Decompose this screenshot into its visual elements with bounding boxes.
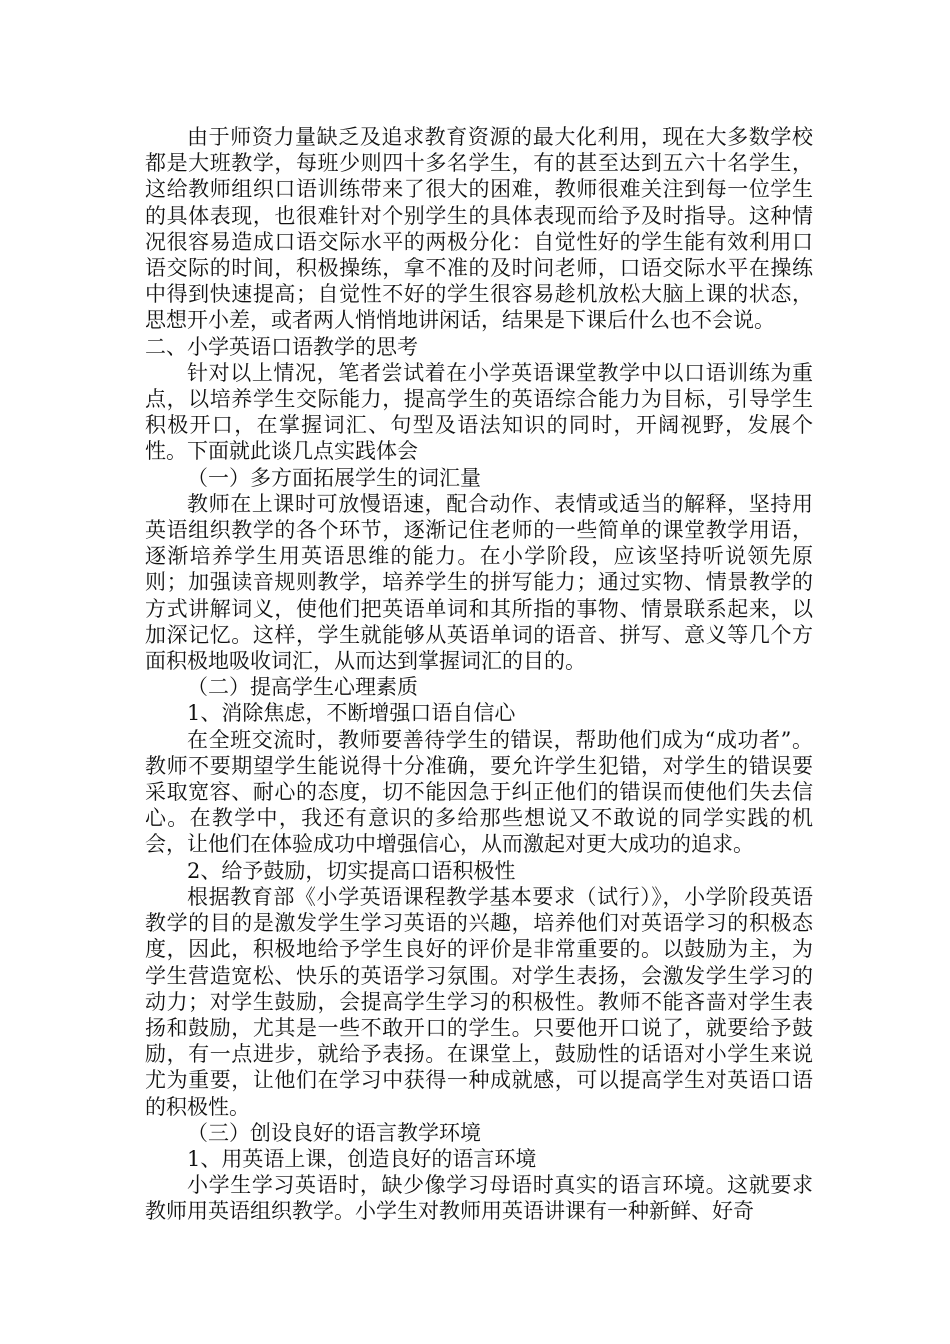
subsection-heading: （二）提高学生心理素质 [187, 675, 418, 700]
subsection-item-heading: 2、给予鼓励，切实提高口语积极性 [187, 858, 516, 883]
body-paragraph: 根据教育部《小学英语课程教学基本要求（试行）》，小学阶段英语教学的目的是激发学生学习英语的兴趣，培养他们对英语学习的积极态度，因此，积极地给予学生良好的评价是非常重要的。以鼓励为主，为学生营造宽松、快乐的英语学习氛围。对学生表扬，会激发学生学习的动力；对学生鼓励，会提高学生学习的积极性。教师不能吝啬对学生表扬和鼓励，尤其是一些不敢开口的学生。只要他开口说了，就要给予鼓励，有一点进步，就给予表扬。在课堂上，鼓励性的话语对小学生来说尤为重要，让他们在学习中获得一种成就感，可以提高学生对英语口语的积极性。 [145, 884, 813, 1119]
body-paragraph: 在全班交流时，教师要善待学生的错误，帮助他们成为“成功者”。教师不要期望学生能说得十分准确，要允许学生犯错，对学生的错误要采取宽容、耐心的态度，切不能因急于纠正他们的错误而使他们失去信心。在教学中，我还有意识的多给那些想说又不敢说的同学实践的机会，让他们在体验成功中增强信心，从而激起对更大成功的追求。 [145, 727, 813, 857]
document-page [145, 124, 813, 1225]
body-paragraph: 由于师资力量缺乏及追求教育资源的最大化利用，现在大多数学校都是大班教学，每班少则四十多名学生，有的甚至达到五六十名学生，这给教师组织口语训练带来了很大的困难，教师很难关注到每一位学生的具体表现，也很难针对个别学生的具体表现而给予及时指导。这种情况很容易造成口语交际水平的两极分化：自觉性好的学生能有效利用口语交际的时间，积极操练，拿不准的及时问老师，口语交际水平在操练中得到快速提高；自觉性不好的学生很容易趁机放松大脑上课的状态，思想开小差，或者两人悄悄地讲闲话，结果是下课后什么也不会说。 [145, 125, 813, 333]
body-paragraph: 教师在上课时可放慢语速，配合动作、表情或适当的解释，坚持用英语组织教学的各个环节，逐渐记住老师的一些简单的课堂教学用语，逐渐培养学生用英语思维的能力。在小学阶段，应该坚持听说领先原则；加强读音规则教学，培养学生的拼写能力；通过实物、情景教学的方式讲解词义，使他们把英语单词和其所指的事物、情景联系起来，以加深记忆。这样，学生就能够从英语单词的语音、拼写、意义等几个方面积极地吸收词汇，从而达到掌握词汇的目的。 [145, 491, 813, 674]
subsection-item-heading: 1、用英语上课，创造良好的语言环境 [187, 1146, 537, 1171]
body-paragraph: 小学生学习英语时，缺少像学习母语时真实的语言环境。这就要求教师用英语组织教学。小学生对教师用英语讲课有一种新鲜、好奇 [145, 1173, 813, 1224]
subsection-heading: （一）多方面拓展学生的词汇量 [187, 465, 481, 490]
subsection-heading: （三）创设良好的语言教学环境 [187, 1120, 481, 1145]
body-paragraph: 针对以上情况，笔者尝试着在小学英语课堂教学中以口语训练为重点，以培养学生交际能力，提高学生的英语综合能力为目标，引导学生积极开口，在掌握词汇、句型及语法知识的同时，开阔视野，发展个性。下面就此谈几点实践体会 [145, 360, 813, 464]
section-heading: 二、小学英语口语教学的思考 [145, 334, 418, 359]
subsection-item-heading: 1、消除焦虑，不断增强口语自信心 [187, 701, 516, 726]
